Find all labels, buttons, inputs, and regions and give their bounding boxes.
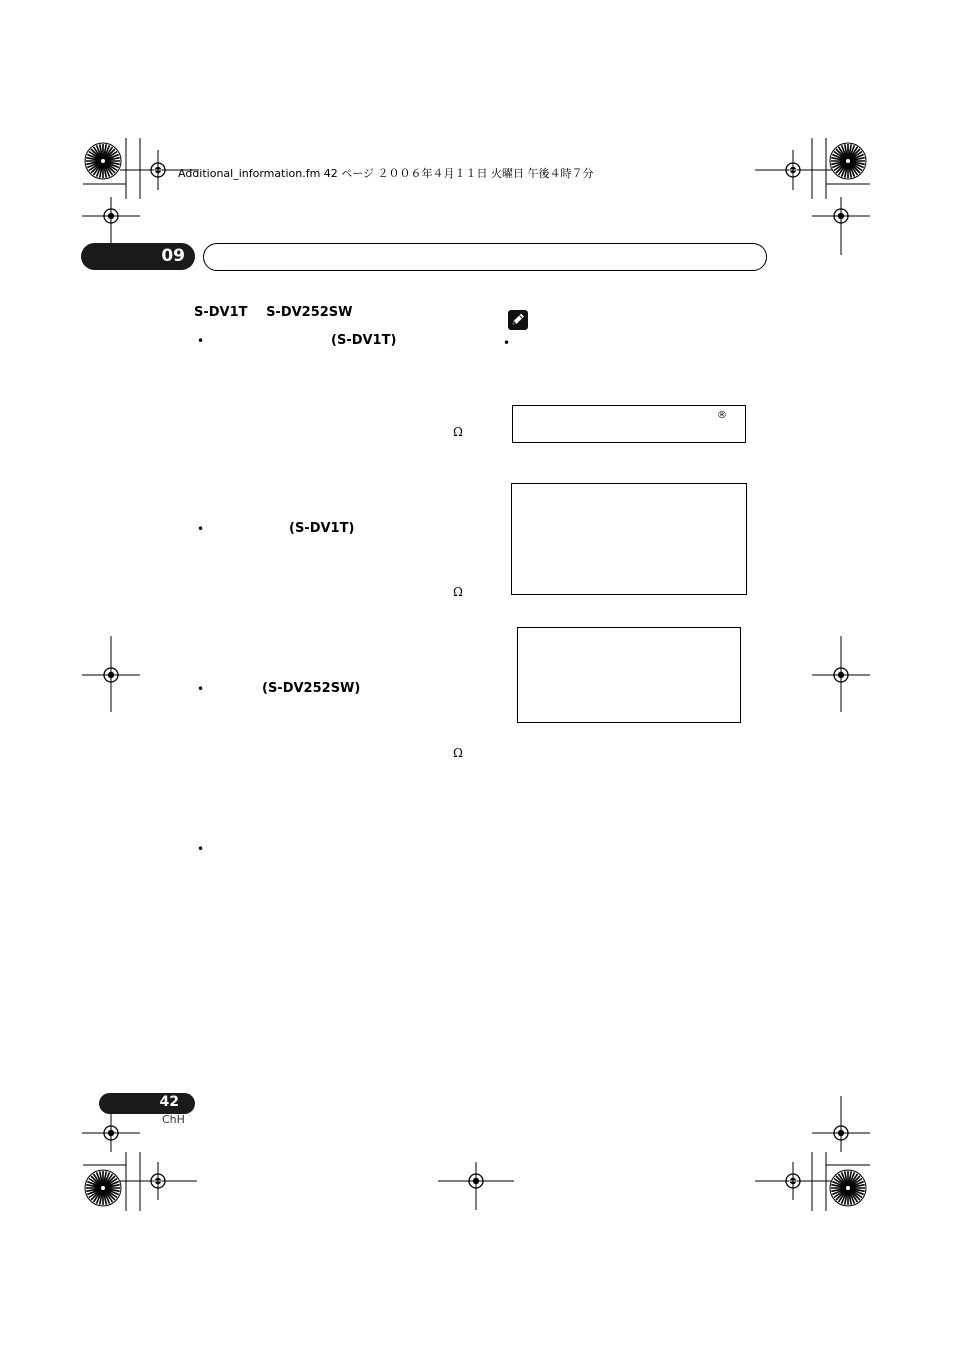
ohm-unit: Ω xyxy=(453,585,463,599)
note-box-1 xyxy=(512,405,746,443)
model-b-label: S-DV252SW xyxy=(266,305,353,320)
bullet-glyph: • xyxy=(197,682,205,696)
chapter-title-bar xyxy=(203,243,767,271)
bullet-glyph: • xyxy=(197,522,205,536)
chapter-number: 09 xyxy=(161,246,185,266)
pencil-note-icon xyxy=(508,310,528,330)
bullet-label: (S-DV1T) xyxy=(289,521,355,536)
bullet-label: (S-DV252SW) xyxy=(262,681,361,696)
note-box-3 xyxy=(517,627,741,723)
ohm-unit: Ω xyxy=(453,425,463,439)
ohm-unit: Ω xyxy=(453,746,463,760)
note-box-2 xyxy=(511,483,747,595)
model-a-label: S-DV1T xyxy=(194,305,248,320)
page-number-badge xyxy=(99,1093,195,1114)
bullet-glyph: • xyxy=(197,842,205,856)
language-code: ChH xyxy=(162,1113,185,1126)
page-number: 42 xyxy=(159,1094,179,1110)
registered-mark: ® xyxy=(717,410,727,421)
note-bullet-glyph: • xyxy=(503,336,511,350)
section-heading xyxy=(194,305,353,320)
file-stamp: Additional_information.fm 42 ページ ２００６年４月１１日 火曜日 午後４時７分 xyxy=(178,167,594,180)
bullet-label: (S-DV1T) xyxy=(331,333,397,348)
bullet-glyph: • xyxy=(197,334,205,348)
chapter-badge xyxy=(81,243,195,270)
